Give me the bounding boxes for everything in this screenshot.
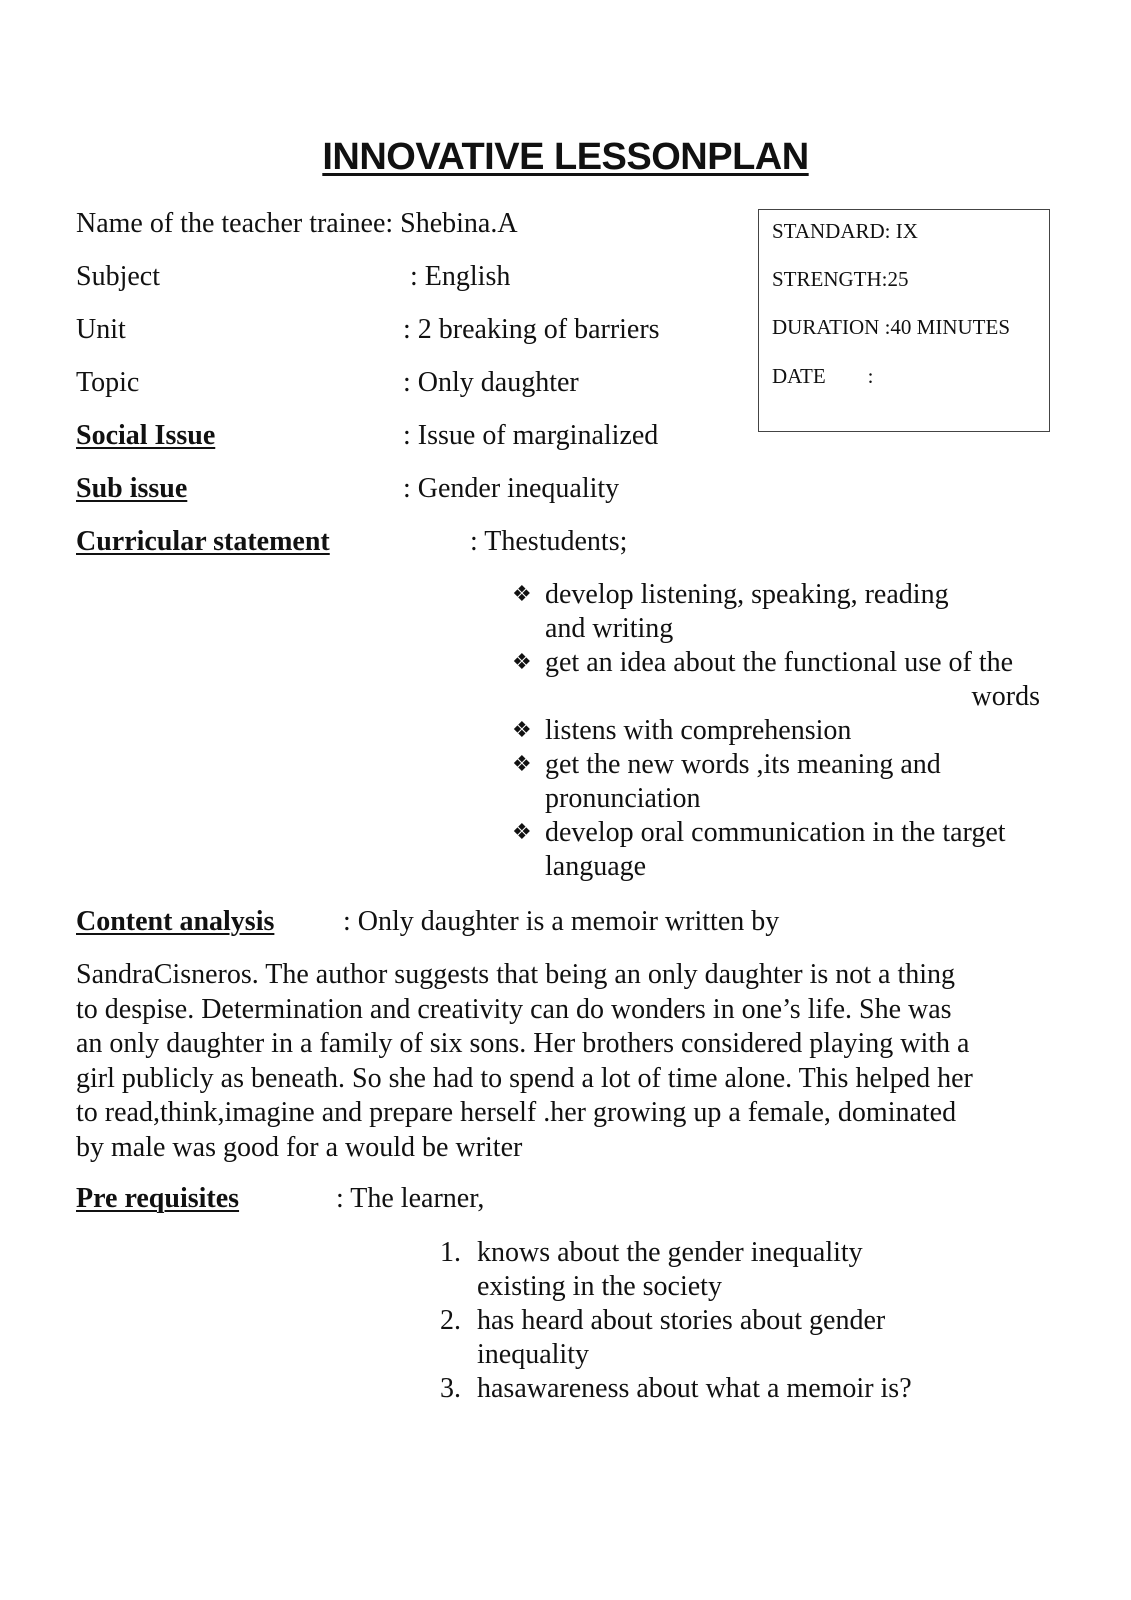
diamond-bullet-icon: ❖ [512, 718, 532, 743]
objective-line: words [971, 681, 1040, 712]
date-text: DATE : [772, 364, 874, 388]
content-analysis-label: Content analysis [76, 906, 275, 937]
item-number: 3. [440, 1373, 461, 1404]
topic-label: Topic [76, 367, 140, 398]
teacher-value: : Shebina.A [385, 208, 518, 239]
paragraph-line: to read,think,imagine and prepare herself .her growing up a female, dominated [76, 1097, 957, 1128]
item-line: existing in the society [477, 1271, 722, 1302]
unit-value: : 2 breaking of barriers [403, 314, 660, 345]
objective-line: get the new words ,its meaning and [545, 749, 941, 780]
paragraph-line: an only daughter in a family of six sons. Her brothers considered playing with a [76, 1028, 970, 1059]
objective-line: pronunciation [545, 783, 701, 814]
item-line: has heard about stories about gender [477, 1305, 886, 1336]
list-item [510, 578, 1050, 646]
prerequisites-lead: : The learner, [336, 1183, 485, 1214]
class-details-box [758, 209, 1050, 432]
item-line: inequality [477, 1339, 589, 1370]
diamond-bullet-icon: ❖ [512, 650, 532, 675]
paragraph-line: SandraCisneros. The author suggests that being an only daughter is not a thing [76, 959, 956, 990]
sub-issue-label: Sub issue [76, 473, 188, 504]
item-line: knows about the gender inequality [477, 1237, 863, 1268]
objective-line: listens with comprehension [545, 715, 852, 746]
content-analysis-paragraph [76, 958, 1056, 1165]
subject-value: : English [410, 261, 511, 292]
subject-label: Subject [76, 261, 160, 292]
objective-line: develop listening, speaking, reading [545, 579, 949, 610]
curricular-objectives-list [510, 578, 1050, 884]
paragraph-line: to despise. Determination and creativity can do wonders in one’s life. She was [76, 993, 952, 1025]
item-number: 2. [440, 1305, 461, 1336]
diamond-bullet-icon: ❖ [512, 582, 532, 607]
diamond-bullet-icon: ❖ [512, 752, 532, 777]
unit-label: Unit [76, 314, 126, 345]
list-item [510, 714, 1050, 748]
teacher-label: Name of the teacher trainee: Shebina.A [76, 208, 518, 239]
paragraph-line: by male was good for a would be writer [76, 1131, 523, 1163]
social-issue-value: : Issue of marginalized [403, 420, 659, 451]
duration-text: DURATION :40 MINUTES [772, 315, 1010, 339]
social-issue-label: Social Issue [76, 420, 216, 451]
topic-value: : Only daughter [403, 367, 579, 398]
standard-text: STANDARD: IX [772, 219, 918, 243]
list-item [440, 1236, 1000, 1304]
content-analysis-lead: : Only daughter is a memoir written by [343, 906, 780, 937]
item-line: hasawareness about what a memoir is? [477, 1373, 912, 1404]
list-item [440, 1372, 1000, 1406]
strength-text: STRENGTH:25 [772, 267, 909, 291]
prerequisites-list [440, 1236, 1000, 1406]
prerequisites-label: Pre requisites [76, 1183, 240, 1214]
paragraph-line: girl publicly as beneath. So she had to spend a lot of time alone. This helped her [76, 1062, 973, 1094]
objective-line: develop oral communication in the target [545, 817, 1006, 848]
curricular-label: Curricular statement [76, 526, 330, 557]
list-item [510, 748, 1050, 816]
objective-line: get an idea about the functional use of the [545, 647, 1014, 678]
page-title: INNOVATIVE LESSONPLAN [322, 136, 809, 178]
sub-issue-value: : Gender inequality [403, 473, 620, 504]
item-number: 1. [440, 1237, 461, 1268]
curricular-value: : Thestudents; [470, 526, 628, 557]
list-item [440, 1304, 1000, 1372]
diamond-bullet-icon: ❖ [512, 820, 532, 845]
objective-line: and writing [545, 613, 674, 644]
objective-line: language [545, 851, 647, 882]
list-item [510, 646, 1050, 714]
list-item [510, 816, 1050, 884]
